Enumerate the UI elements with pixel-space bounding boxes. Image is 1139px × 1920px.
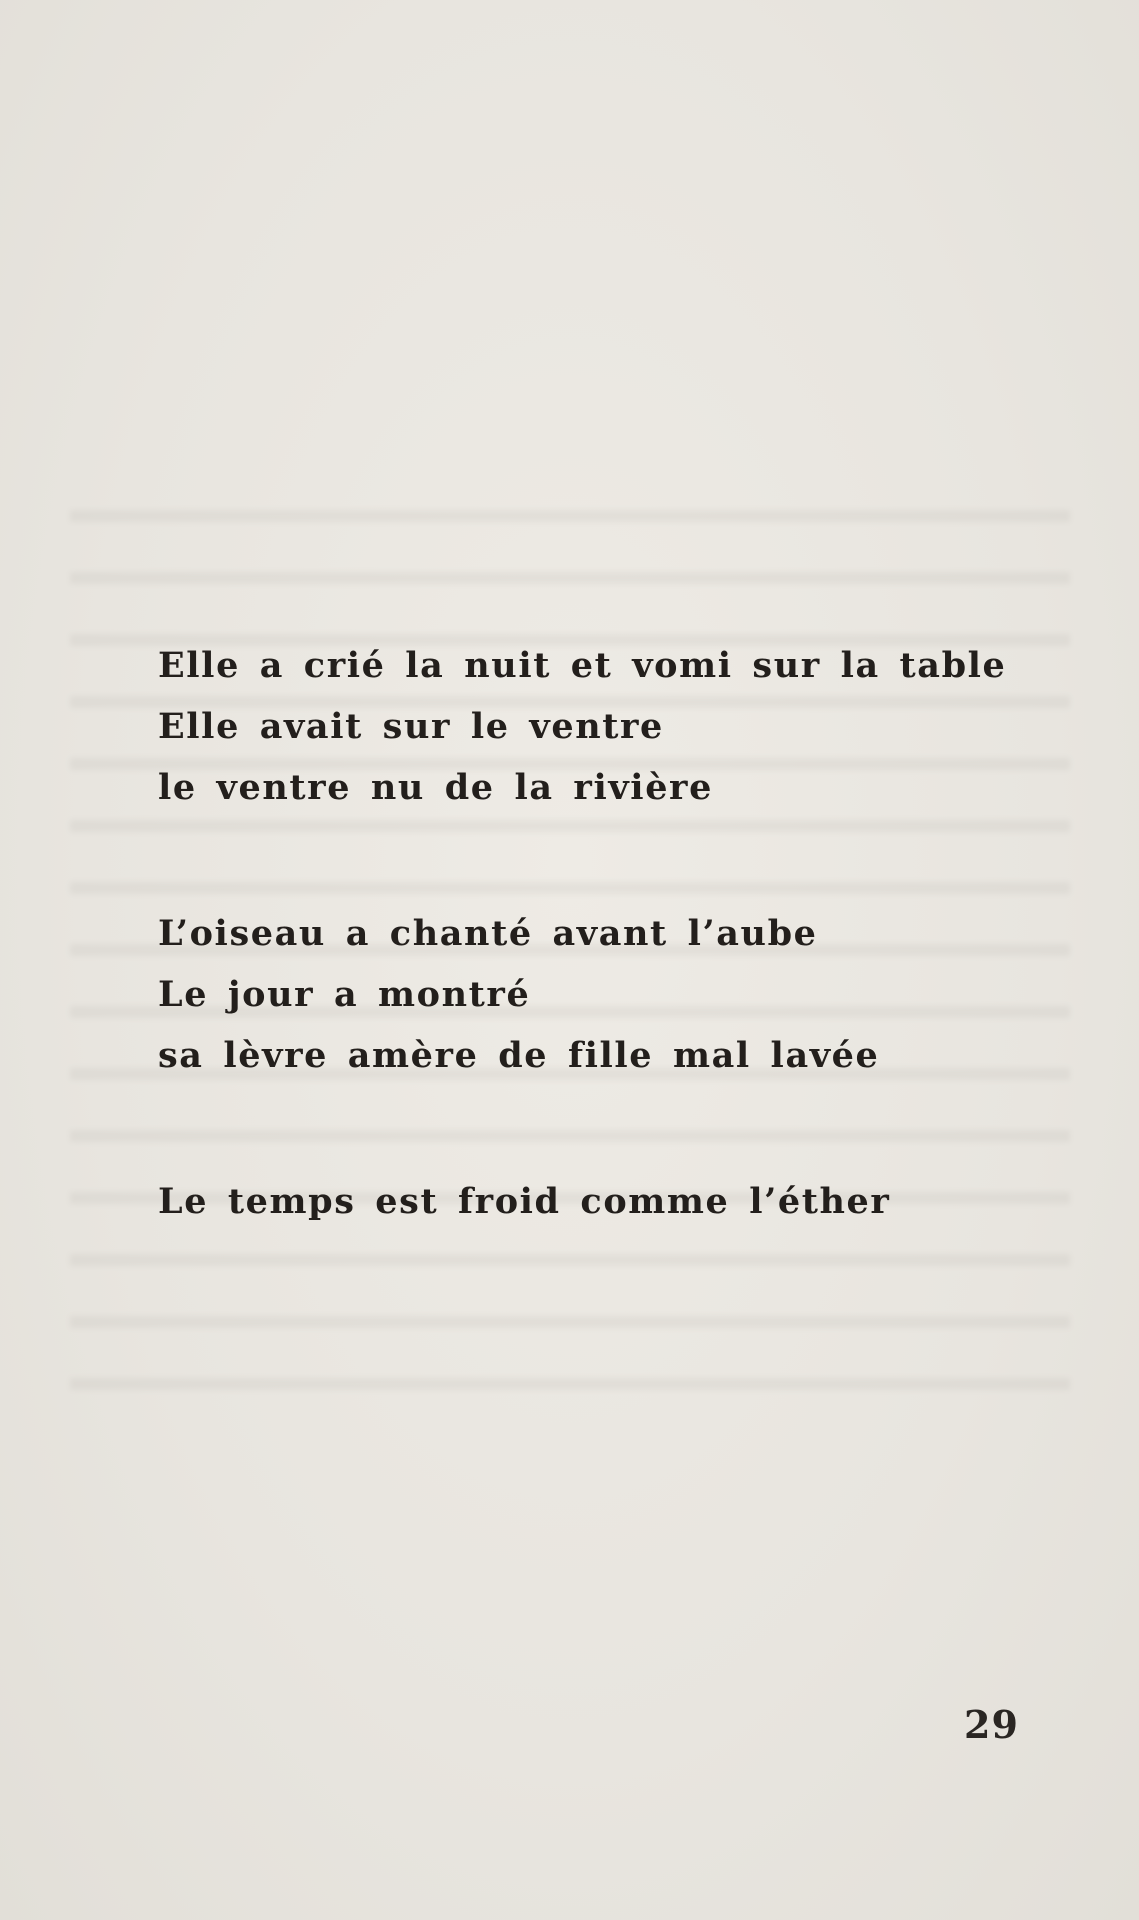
poem-line: L’oiseau a chanté avant l’aube [158, 913, 818, 954]
stanza-3 [158, 1171, 978, 1232]
poem-line: Le temps est froid comme l’éther [158, 1181, 891, 1222]
poem-line: Elle a crié la nuit et vomi sur la table [158, 645, 1007, 686]
poem-line: le ventre nu de la rivière [158, 767, 713, 808]
poem-line: sa lèvre amère de fille mal lavée [158, 1035, 880, 1076]
stanza-2 [158, 903, 978, 1086]
poem [158, 635, 1007, 1317]
poem-line: Le jour a montré [158, 974, 531, 1015]
page-number: 29 [964, 1702, 1019, 1747]
stanza-1 [158, 635, 1007, 818]
poem-line: Elle avait sur le ventre [158, 706, 664, 747]
